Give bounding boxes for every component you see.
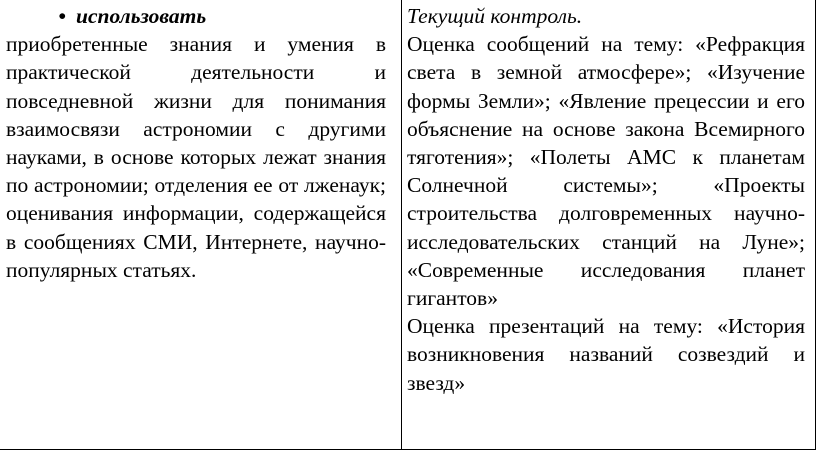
keyword: использовать	[76, 4, 207, 28]
right-cell	[407, 2, 805, 397]
presentations-assessment: Оценка презентаций на тему: «История возникновения названий созвездий и звезд»	[407, 314, 805, 395]
reports-assessment: Оценка сообщений на тему: «Рефракция света в земной атмосфере»; «Изучение формы Земли»; «Явление прецессии и его объяснение на основе закона Всемирного тяготения»; «Полеты АМС к планетам Солнечной системы»; «Проекты строительства долговременных научно-исследовательских станций на Луне»; «Современные исследования планет гигантов»	[407, 32, 805, 311]
left-body-text: приобретенные знания и умения в практической деятельности и повседневной жизни для понимания взаимосвязи астрономии с другими науками, в основе которых лежат знания по астрономии; отделения ее от лженаук; оценивания информации, содержащейся в сообщениях СМИ, Интернете, научно-популярных статьях.	[6, 32, 386, 282]
column-divider	[401, 0, 402, 450]
bullet-icon: •	[58, 4, 66, 28]
bullet-item	[6, 2, 386, 30]
control-heading: Текущий контроль.	[407, 4, 583, 28]
left-cell	[6, 2, 386, 284]
